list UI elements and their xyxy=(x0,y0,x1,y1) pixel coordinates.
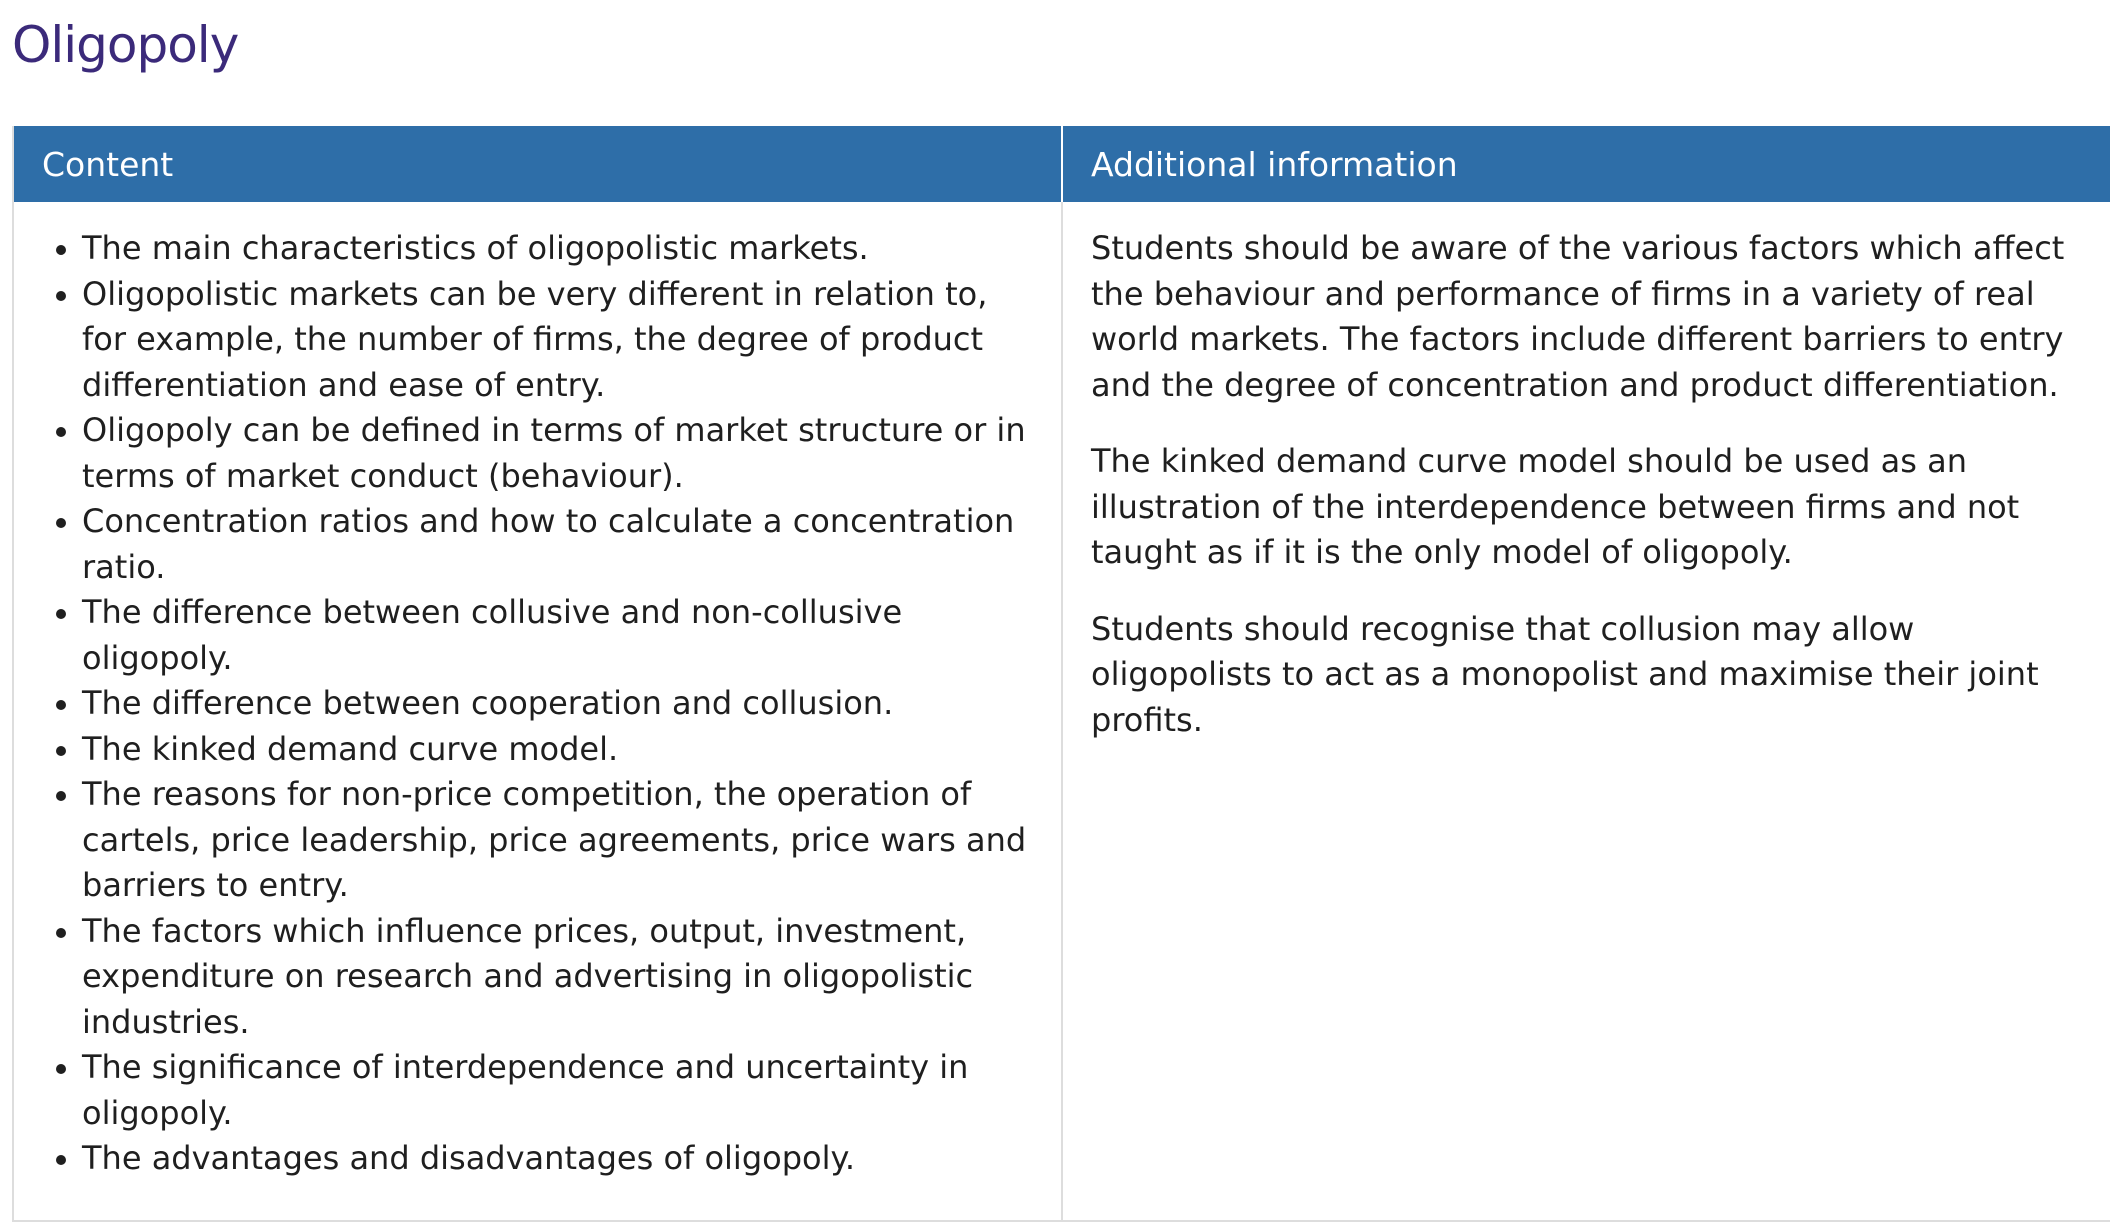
list-item: The kinked demand curve model. xyxy=(82,727,1037,773)
content-bullet-list xyxy=(42,226,1037,1182)
additional-info-paragraph: Students should recognise that collusion may allow oligopolists to act as a monopolist and maximise their joint profits. xyxy=(1091,609,2039,739)
page-title: Oligopoly xyxy=(12,16,239,74)
list-item: The reasons for non-price competition, the operation of cartels, price leadership, price agreements, price wars and barriers to entry. xyxy=(82,772,1037,909)
content-column-header: Content xyxy=(13,126,1062,202)
additional-information-column-header: Additional information xyxy=(1062,126,2110,202)
list-item: The difference between collusive and non-collusive oligopoly. xyxy=(82,590,1037,681)
list-item: Oligopoly can be defined in terms of market structure or in terms of market conduct (behaviour). xyxy=(82,408,1037,499)
additional-info-paragraph: Students should be aware of the various factors which affect the behaviour and performance of firms in a variety of real world markets. The factors include different barriers to entry and the degree of concentration and product differentiation. xyxy=(1091,229,2065,404)
list-item: Oligopolistic markets can be very different in relation to, for example, the number of firms, the degree of product differentiation and ease of entry. xyxy=(82,272,1037,409)
specification-table xyxy=(12,126,2110,1222)
list-item: The significance of interdependence and uncertainty in oligopoly. xyxy=(82,1045,1037,1136)
list-item: The factors which influence prices, output, investment, expenditure on research and advertising in oligopolistic industries. xyxy=(82,909,1037,1046)
list-item: Concentration ratios and how to calculate a concentration ratio. xyxy=(82,499,1037,590)
table-row xyxy=(13,202,2110,1221)
list-item: The difference between cooperation and collusion. xyxy=(82,681,1037,727)
content-cell xyxy=(13,202,1062,1221)
additional-info-paragraph: The kinked demand curve model should be used as an illustration of the interdependence between firms and not taught as if it is the only model of oligopoly. xyxy=(1091,442,2020,571)
list-item: The main characteristics of oligopolistic markets. xyxy=(82,226,1037,272)
list-item: The advantages and disadvantages of oligopoly. xyxy=(82,1136,1037,1182)
table-header-row xyxy=(13,126,2110,202)
additional-information-cell xyxy=(1062,202,2110,1221)
